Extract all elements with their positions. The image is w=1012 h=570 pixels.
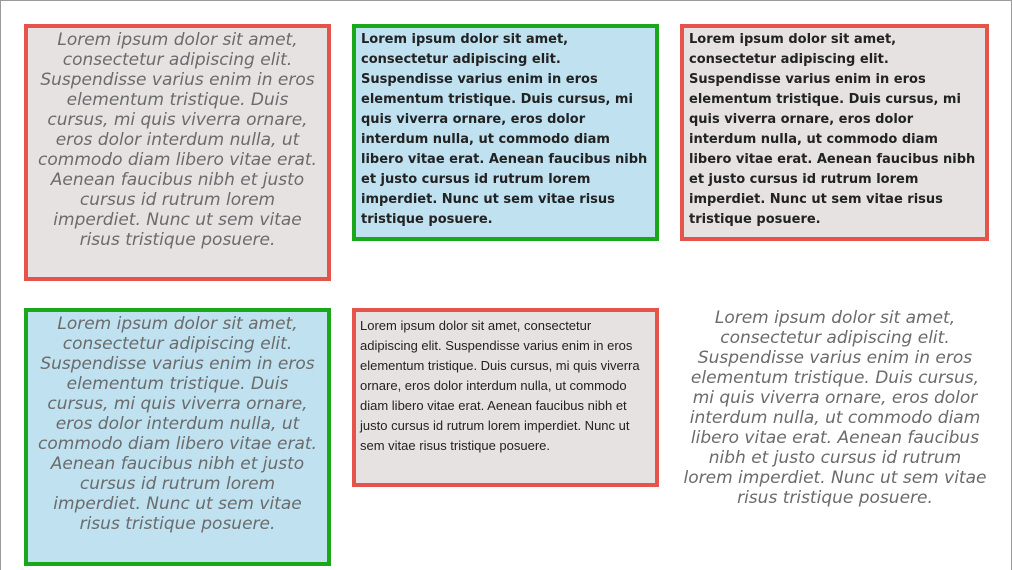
text-card-red-small (352, 308, 659, 487)
text-card-red-italic (24, 24, 331, 281)
text-card-plain-italic (681, 308, 989, 528)
text-card-red-bold (680, 24, 989, 241)
card-text: Lorem ipsum dolor sit amet, consectetur adipiscing elit. Suspendisse varius enim in eros elementum tristique. Duis cursus, mi quis viverra ornare, eros dolor interdum nulla, ut commodo diam libero vitae erat. Aenean faucibus nibh et justo cursus id rutrum lorem imperdiet. Nunc ut sem vitae risus tristique posuere. (360, 318, 640, 453)
card-text: Lorem ipsum dolor sit amet, consectetur adipiscing elit. Suspendisse varius enim in eros elementum tristique. Duis cursus, mi quis viverra ornare, eros dolor interdum nulla, ut commodo diam libero vitae erat. Aenean faucibus nibh et justo cursus id rutrum lorem imperdiet. Nunc ut sem vitae risus tristique posuere. (38, 30, 317, 250)
text-card-green-italic (24, 308, 331, 566)
card-text: Lorem ipsum dolor sit amet, consectetur adipiscing elit. Suspendisse varius enim in eros elementum tristique. Duis cursus, mi quis viverra ornare, eros dolor interdum nulla, ut commodo diam libero vitae erat. Aenean faucibus nibh et justo cursus id rutrum lorem imperdiet. Nunc ut sem vitae risus tristique posuere. (361, 32, 648, 227)
card-text: Lorem ipsum dolor sit amet, consectetur adipiscing elit. Suspendisse varius enim in eros elementum tristique. Duis cursus, mi quis viverra ornare, eros dolor interdum nulla, ut commodo diam libero vitae erat. Aenean faucibus nibh et justo cursus id rutrum lorem imperdiet. Nunc ut sem vitae risus tristique posuere. (38, 314, 317, 534)
text-card-green-bold (352, 24, 659, 241)
card-text: Lorem ipsum dolor sit amet, consectetur adipiscing elit. Suspendisse varius enim in eros elementum tristique. Duis cursus, mi quis viverra ornare, eros dolor interdum nulla, ut commodo diam libero vitae erat. Aenean faucibus nibh et justo cursus id rutrum lorem imperdiet. Nunc ut sem vitae risus tristique posuere. (683, 308, 987, 508)
card-text: Lorem ipsum dolor sit amet, consectetur adipiscing elit. Suspendisse varius enim in eros elementum tristique. Duis cursus, mi quis viverra ornare, eros dolor interdum nulla, ut commodo diam libero vitae erat. Aenean faucibus nibh et justo cursus id rutrum lorem imperdiet. Nunc ut sem vitae risus tristique posuere. (689, 32, 976, 227)
